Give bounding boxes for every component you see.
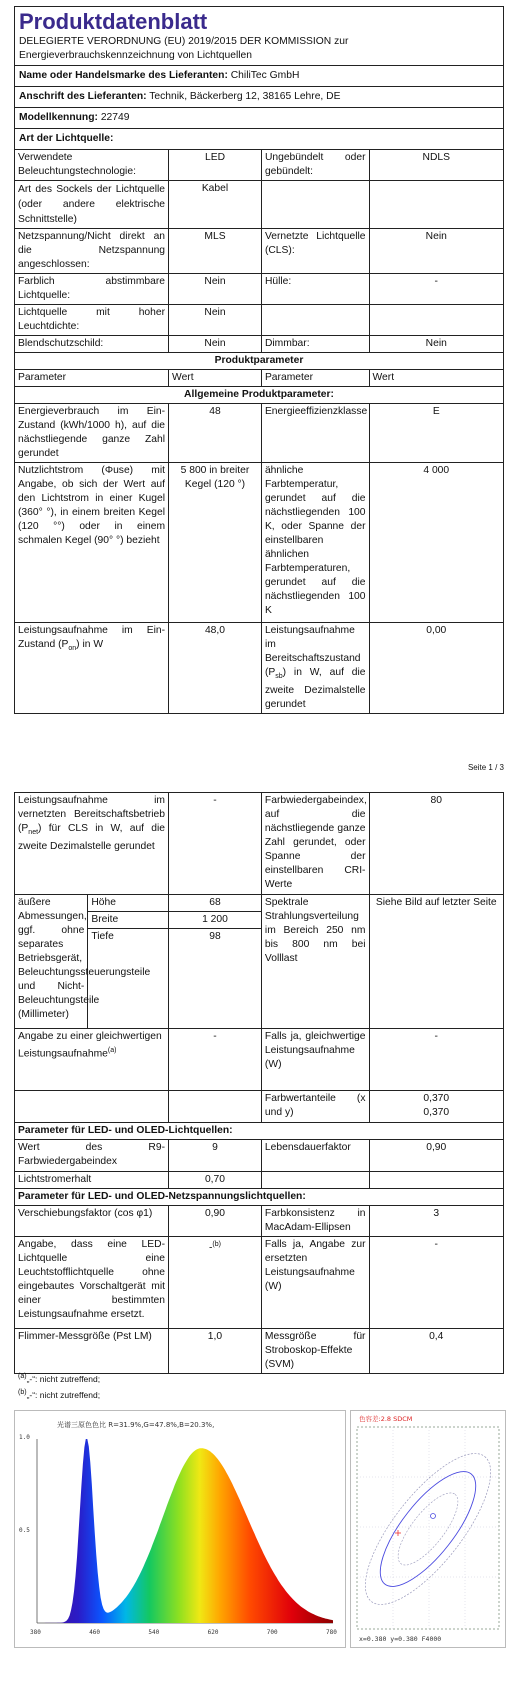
param-row: Flimmer-Messgröße (Pst LM) 1,0 Messgröße für Stroboskop-Effekte (SVM) 0,4 — [15, 1329, 504, 1374]
regulation-text: DELEGIERTE VERORDNUNG (EU) 2019/2015 DER KOMMISSION zur Energieverbrauchskennzeichnung von Lichtquellen — [19, 36, 349, 61]
supplier-name-row: Name oder Handelsmarke des Lieferanten: ChiliTec GmbH — [15, 66, 504, 87]
supplier-address-row: Anschrift des Lieferanten: Technik, Bäckerberg 12, 38165 Lehre, DE — [15, 87, 504, 108]
x-tick: 460 — [89, 1629, 101, 1636]
param-row: Nutzlichtstrom (Φuse) mit Angabe, ob sich der Wert auf den Lichtstrom in einer Kugel (360° °), in einem breiten Kegel (120 °°) oder in einem schmalen Kegel (90° °) bezieht 5 800 in breiter Kegel (120 °) ähnliche Farbtemperatur, gerundet auf die nächstliegenden 100 K, oder Spanne der einstellbaren ähnlichen Farbtemperaturen, gerundet auf die nächstliegenden 100 K 4 000 — [15, 463, 504, 623]
type-row: Farblich abstimmbare Lichtquelle: Nein Hülle: - — [15, 274, 504, 305]
macadam-figure — [350, 1410, 506, 1648]
datasheet-page-1 — [14, 6, 504, 714]
param-row: Angabe zu einer gleichwertigen Leistungsaufnahme$^{(a)}$ - Falls ja, gleichwertige Leistungsaufnahme (W) - — [15, 1029, 504, 1091]
param-row: Verschiebungsfaktor (cos φ1) 0,90 Farbkonsistenz in MacAdam-Ellipsen 3 — [15, 1206, 504, 1237]
spectrum-header: 光谱三原色色比 R=31.9%,G=47.8%,B=20.3%, — [57, 1421, 215, 1429]
page-number: Seite 1 / 3 — [467, 763, 504, 772]
ellipse-footer: x=0.380 y=0.380 F4000 — [359, 1635, 442, 1643]
dimensions-row: äußere Abmessungen, ggf. ohne separates Betriebsgerät, Beleuchtungssteuerungsteile und Nicht-Beleuchtungsteile (Millimeter) Höhe 68 Spektrale Strahlungsverteilung im Bereich 250 nm bis 800 nm bei Volllast Siehe Bild auf letzter Seite — [15, 895, 504, 912]
param-row: Lichtstromerhalt 0,70 — [15, 1172, 504, 1189]
type-row: Netzspannung/Nicht direkt an die Netzspannung angeschlossen: MLS Vernetzte Lichtquelle (CLS): Nein — [15, 229, 504, 274]
x-tick: 380 — [30, 1629, 41, 1636]
figures — [14, 1410, 504, 1646]
x-tick: 780 — [326, 1629, 337, 1636]
spectrum-curve — [37, 1439, 333, 1623]
mains-params-heading: Parameter für LED- und OLED-Netzspannungslichtquellen: — [15, 1189, 504, 1206]
product-params-heading: Produktparameter — [15, 353, 504, 370]
led-params-heading: Parameter für LED- und OLED-Lichtquellen: — [15, 1123, 504, 1140]
column-header-row: Parameter Wert Parameter Wert — [15, 370, 504, 387]
footnotes — [18, 1370, 100, 1402]
x-tick: 540 — [148, 1629, 160, 1636]
dimensions-row: Breite 1 200 — [15, 912, 504, 929]
x-tick: 700 — [266, 1629, 278, 1636]
type-row: Blendschutzschild: Nein Dimmbar: Nein — [15, 336, 504, 353]
general-params-heading: Allgemeine Produktparameter: — [15, 387, 504, 404]
spectrum-chart — [15, 1411, 345, 1647]
model-row: Modellkennung: 22749 — [15, 108, 504, 129]
type-row: Verwendete Beleuchtungstechnologie: LED Ungebündelt oder gebündelt: NDLS — [15, 150, 504, 181]
type-row: Lichtquelle mit hoher Leuchtdichte: Nein — [15, 305, 504, 336]
y-tick: 1.0 — [19, 1434, 30, 1441]
param-row: Energieverbrauch im Ein-Zustand (kWh/1000 h), auf die nächstliegende ganze Zahl gerundet 48 Energieeffizienzklasse E — [15, 404, 504, 463]
param-row: Leistungsaufnahme im vernetzten Bereitschaftsbetrieb $(P_{net})$ für CLS in W, auf die zweite Dezimalstelle gerundet - Farbwiedergabeindex, auf die nächstliegende ganze Zahl gerundet, oder Spanne der einstellbaren CRI-Werte 80 — [15, 793, 504, 895]
footnote-a: $^{(a)}$„-“: nicht zutreffend; — [18, 1373, 101, 1384]
param-row: Leistungsaufnahme im Ein-Zustand $(P_{on})$ in W 48,0 Leistungsaufnahme im Bereitschaftszustand $(P_{sb})$ in W, auf die zweite Dezimalstelle gerundet 0,00 — [15, 623, 504, 714]
spectrum-figure — [14, 1410, 346, 1648]
y-tick: 0.5 — [19, 1527, 30, 1534]
page-title: Produktdatenblatt — [19, 9, 208, 34]
param-row: Wert des R9-Farbwiedergabeindex 9 Lebensdauerfaktor 0,90 — [15, 1140, 504, 1172]
x-tick: 620 — [207, 1629, 219, 1636]
ellipse-header: 色容差:2.8 SDCM — [359, 1415, 413, 1423]
dimensions-row: Tiefe 98 — [15, 929, 504, 1029]
type-heading: Art der Lichtquelle: — [15, 129, 504, 150]
param-row: Farbwertanteile (x und y) 0,370 0,370 — [15, 1091, 504, 1123]
param-row: Angabe, dass eine LED-Lichtquelle eine Leuchtstofflichtquelle ohne eingebautes Vorschaltgerät mit einer bestimmten Leistungsaufnahme ersetzt. -$^{(b)}$ Falls ja, Angabe zur ersetzten Leistungsaufnahme (W) - — [15, 1237, 504, 1329]
macadam-ellipse-chart — [351, 1411, 505, 1647]
ellipses — [351, 1436, 505, 1623]
type-row: Art des Sockels der Lichtquelle (oder andere elektrische Schnittstelle) Kabel — [15, 181, 504, 229]
footnote-b: $^{(b)}$„-“: nicht zutreffend; — [18, 1388, 101, 1400]
datasheet-page-2 — [14, 792, 504, 1374]
